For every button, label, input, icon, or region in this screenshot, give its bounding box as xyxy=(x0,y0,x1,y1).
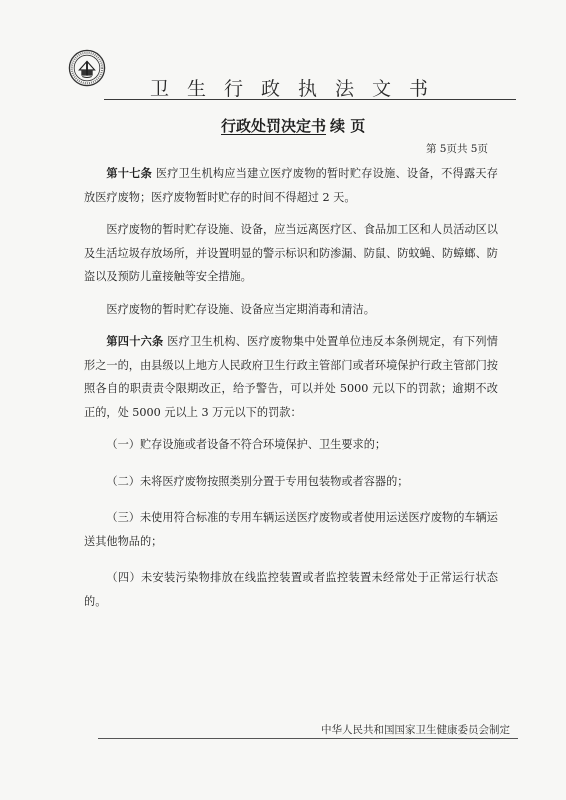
footer-divider xyxy=(98,738,518,739)
article-label: 第四十六条 xyxy=(106,334,164,348)
document-title-main: 行政处罚决定书 xyxy=(221,117,327,135)
paragraph-storage-facilities xyxy=(84,218,498,289)
list-item-3 xyxy=(84,506,498,553)
list-item-text: （四）未安装污染物排放在线监控装置或者监控装置未经常处于正常运行状态的。 xyxy=(84,571,498,608)
list-item-text: （二）未将医疗废物按照类别分置于专用包装物或者容器的； xyxy=(106,474,409,488)
header-divider xyxy=(104,99,516,100)
article-label: 第十七条 xyxy=(106,166,153,180)
list-item-2 xyxy=(84,470,498,494)
paragraph-article-17 xyxy=(84,162,498,209)
paragraph-text: 医疗废物的暂时贮存设施、设备应当定期消毒和清洁。 xyxy=(106,302,375,316)
paragraph-text: 医疗卫生机构应当建立医疗废物的暂时贮存设施、设备，不得露天存放医疗废物；医疗废物暂时贮存的时间不得超过 2 天。 xyxy=(84,167,498,204)
paragraph-text: 医疗卫生机构、医疗废物集中处置单位违反本条例规定，有下列情形之一的，由县级以上地方人民政府卫生行政主管部门或者环境保护行政主管部门按照各自的职责责令限期改正，给予警告，可以并处 5000 元以下的罚款；逾期不改正的，处 5000 元以上 3 万元以下的罚款： xyxy=(84,335,498,419)
list-item-text: （一）贮存设施或者设备不符合环境保护、卫生要求的； xyxy=(106,438,387,451)
health-emblem-icon xyxy=(68,49,106,87)
list-item-1 xyxy=(84,433,498,457)
paragraph-text: 医疗废物的暂时贮存设施、设备，应当远离医疗区、食品加工区和人员活动区以及生活垃圾存放场所，并设置明显的警示标识和防渗漏、防鼠、防蚊蝇、防蟑螂、防盗以及预防儿童接触等安全措施。 xyxy=(84,223,498,283)
document-title xyxy=(221,115,365,136)
document-title-continuation: 续 页 xyxy=(330,117,366,135)
header-title: 卫生行政执法文书 xyxy=(150,78,447,100)
paragraph-article-46 xyxy=(84,330,498,424)
page-indicator: 第 5页共 5页 xyxy=(425,143,488,155)
document-body xyxy=(84,162,498,626)
list-item-text: （三）未使用符合标准的专用车辆运送医疗废物或者使用运送医疗废物的车辆运送其他物品的； xyxy=(84,511,498,548)
paragraph-disinfection xyxy=(84,298,498,322)
footer-issuer: 中华人民共和国国家卫生健康委员会制定 xyxy=(321,724,510,736)
list-item-4 xyxy=(84,566,498,613)
